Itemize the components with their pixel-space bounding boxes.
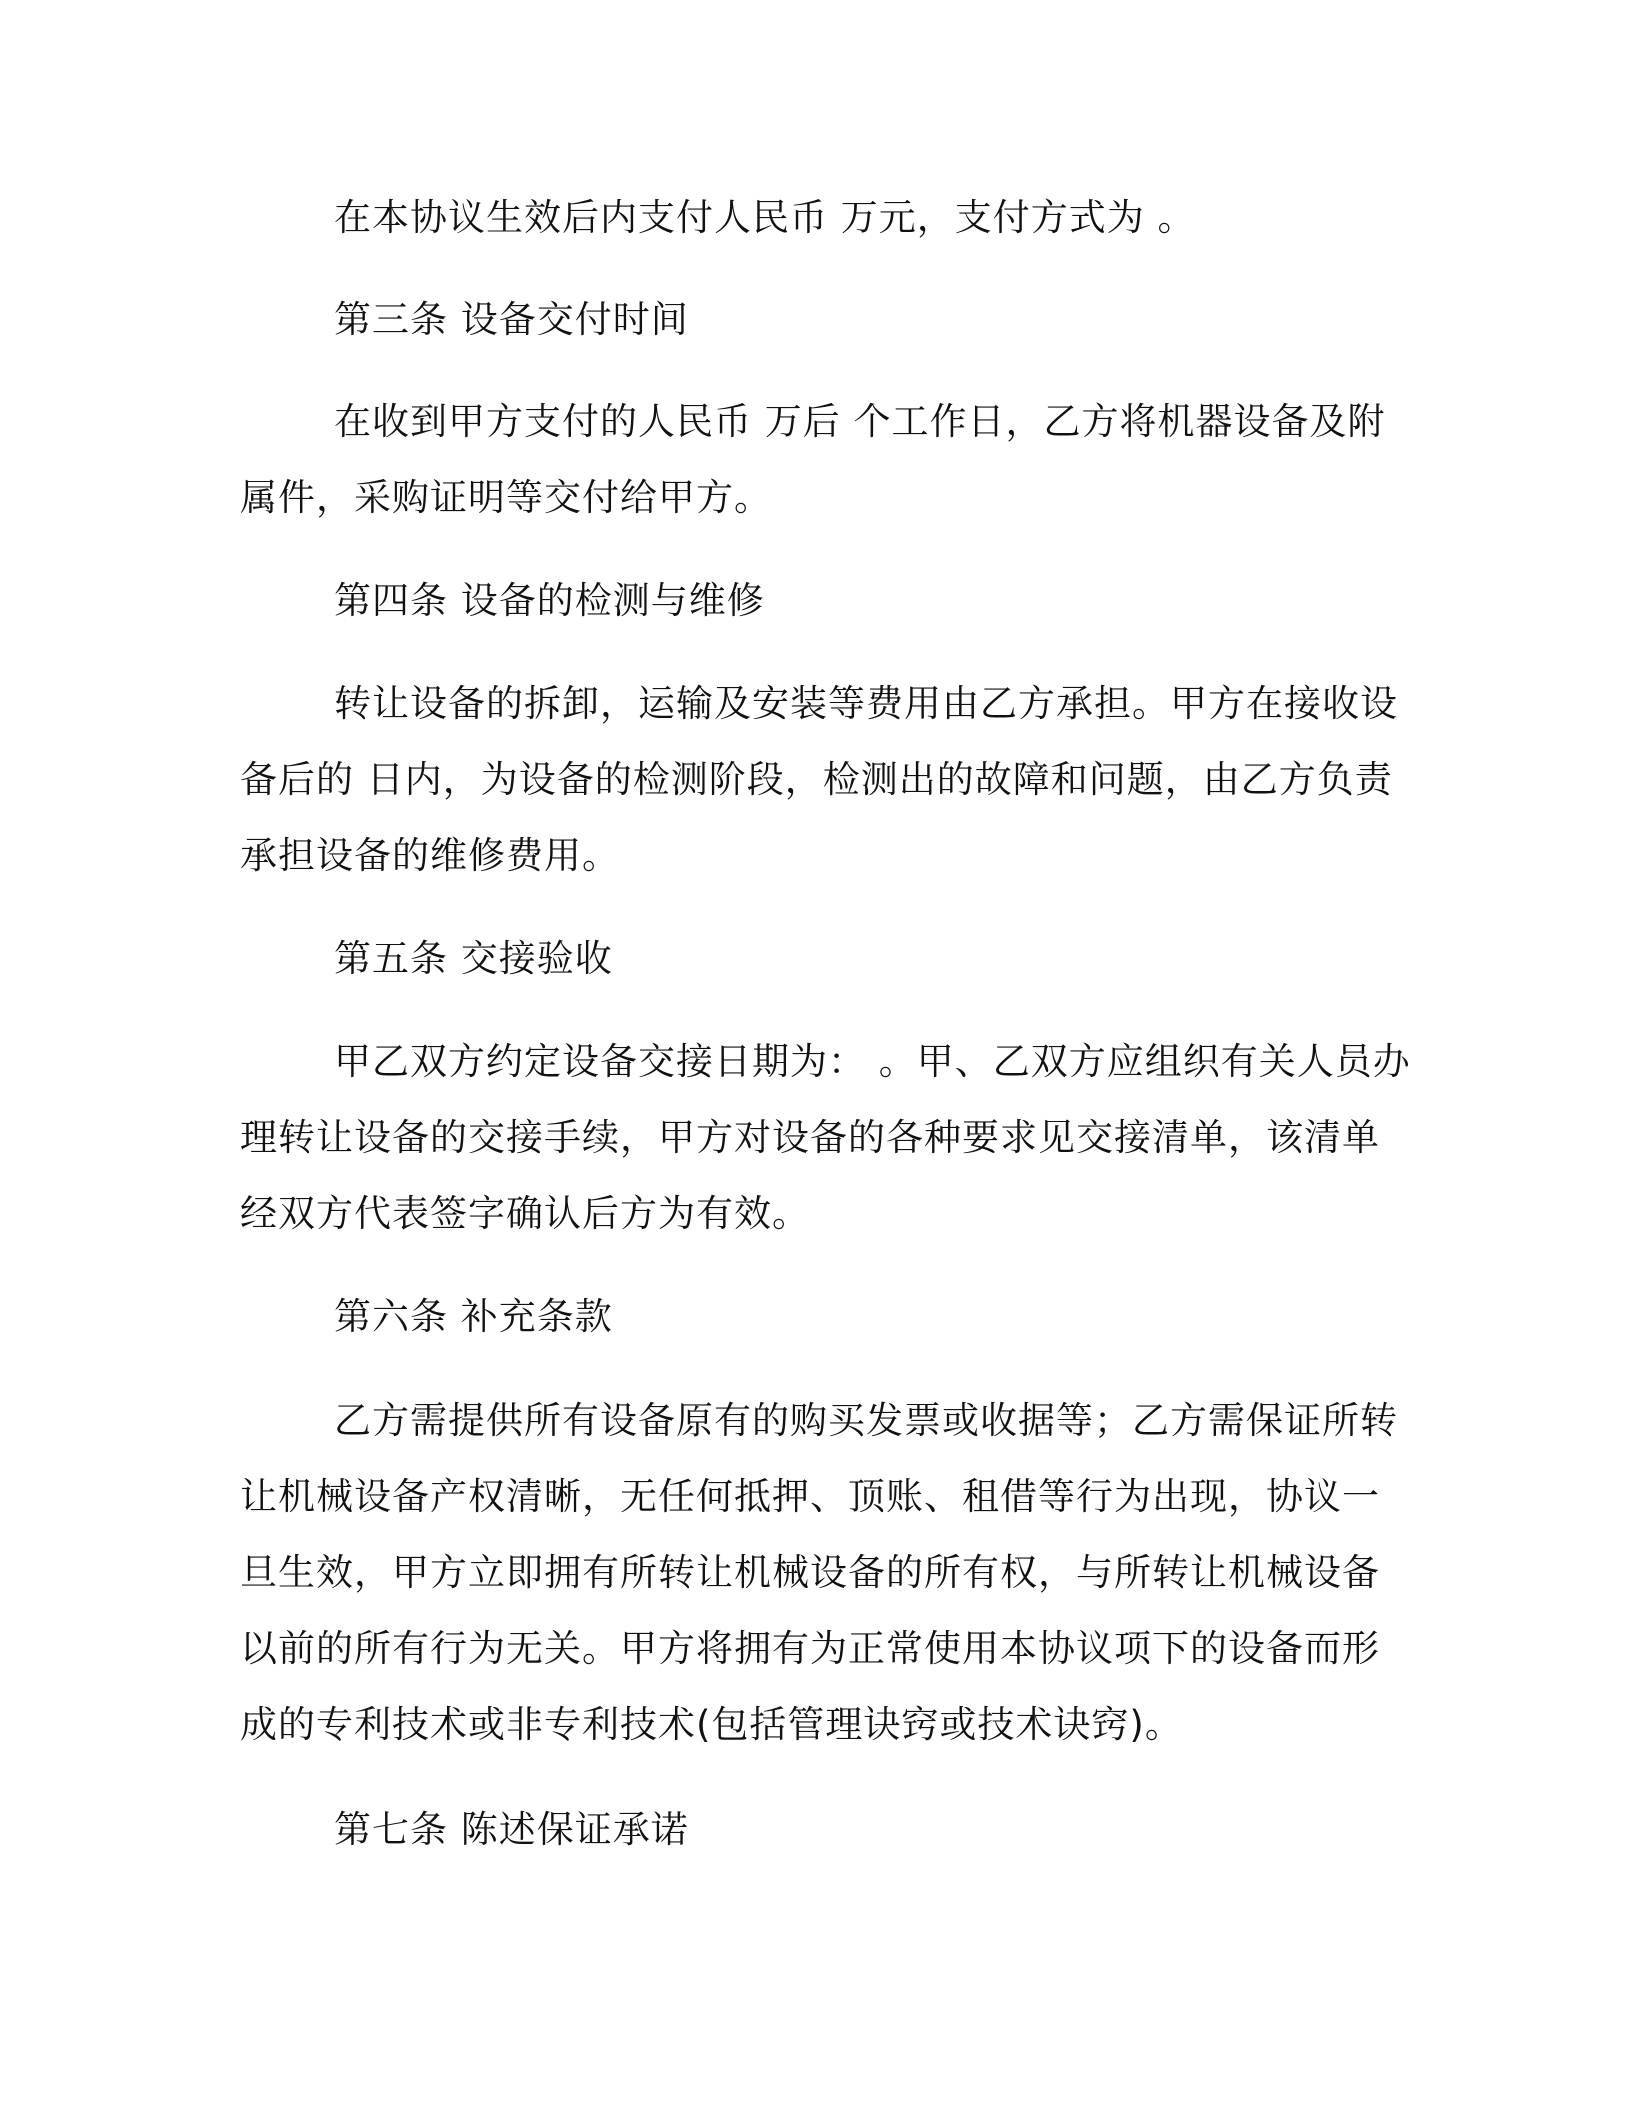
article-5-text-line-3: 经双方代表签字确认后方为有效。 [240, 1192, 810, 1235]
article-4-text-line-2: 备后的 日内，为设备的检测阶段，检测出的故障和问题，由乙方负责 [240, 758, 1393, 801]
article-6-heading: 第六条 补充条款 [334, 1295, 613, 1338]
article-3-text-line-2: 属件，采购证明等交付给甲方。 [240, 476, 772, 519]
article-3-text-line-1: 在收到甲方支付的人民币 万后 个工作日，乙方将机器设备及附 [334, 400, 1386, 443]
article-6-text-line-4: 以前的所有行为无关。甲方将拥有为正常使用本协议项下的设备而形 [240, 1627, 1380, 1670]
article-3-heading: 第三条 设备交付时间 [334, 298, 689, 341]
article-5-heading: 第五条 交接验收 [334, 937, 613, 980]
article-6-text-line-2: 让机械设备产权清晰，无任何抵押、顶账、租借等行为出现，协议一 [240, 1475, 1380, 1518]
payment-terms-line: 在本协议生效后内支付人民币 万元，支付方式为 。 [334, 196, 1196, 239]
article-4-text-line-1: 转让设备的拆卸，运输及安装等费用由乙方承担。甲方在接收设 [334, 682, 1398, 725]
article-7-heading: 第七条 陈述保证承诺 [334, 1808, 689, 1851]
article-5-text-line-1: 甲乙双方约定设备交接日期为： 。甲、乙双方应组织有关人员办 [334, 1040, 1411, 1083]
article-4-text-line-3: 承担设备的维修费用。 [240, 834, 620, 877]
article-5-text-line-2: 理转让设备的交接手续，甲方对设备的各种要求见交接清单，该清单 [240, 1116, 1380, 1159]
article-4-heading: 第四条 设备的检测与维修 [334, 579, 765, 622]
article-6-text-line-1: 乙方需提供所有设备原有的购买发票或收据等；乙方需保证所转 [334, 1399, 1398, 1442]
article-6-text-line-5: 成的专利技术或非专利技术(包括管理诀窍或技术诀窍)。 [240, 1703, 1183, 1746]
article-6-text-line-3: 旦生效，甲方立即拥有所转让机械设备的所有权，与所转让机械设备 [240, 1551, 1380, 1594]
